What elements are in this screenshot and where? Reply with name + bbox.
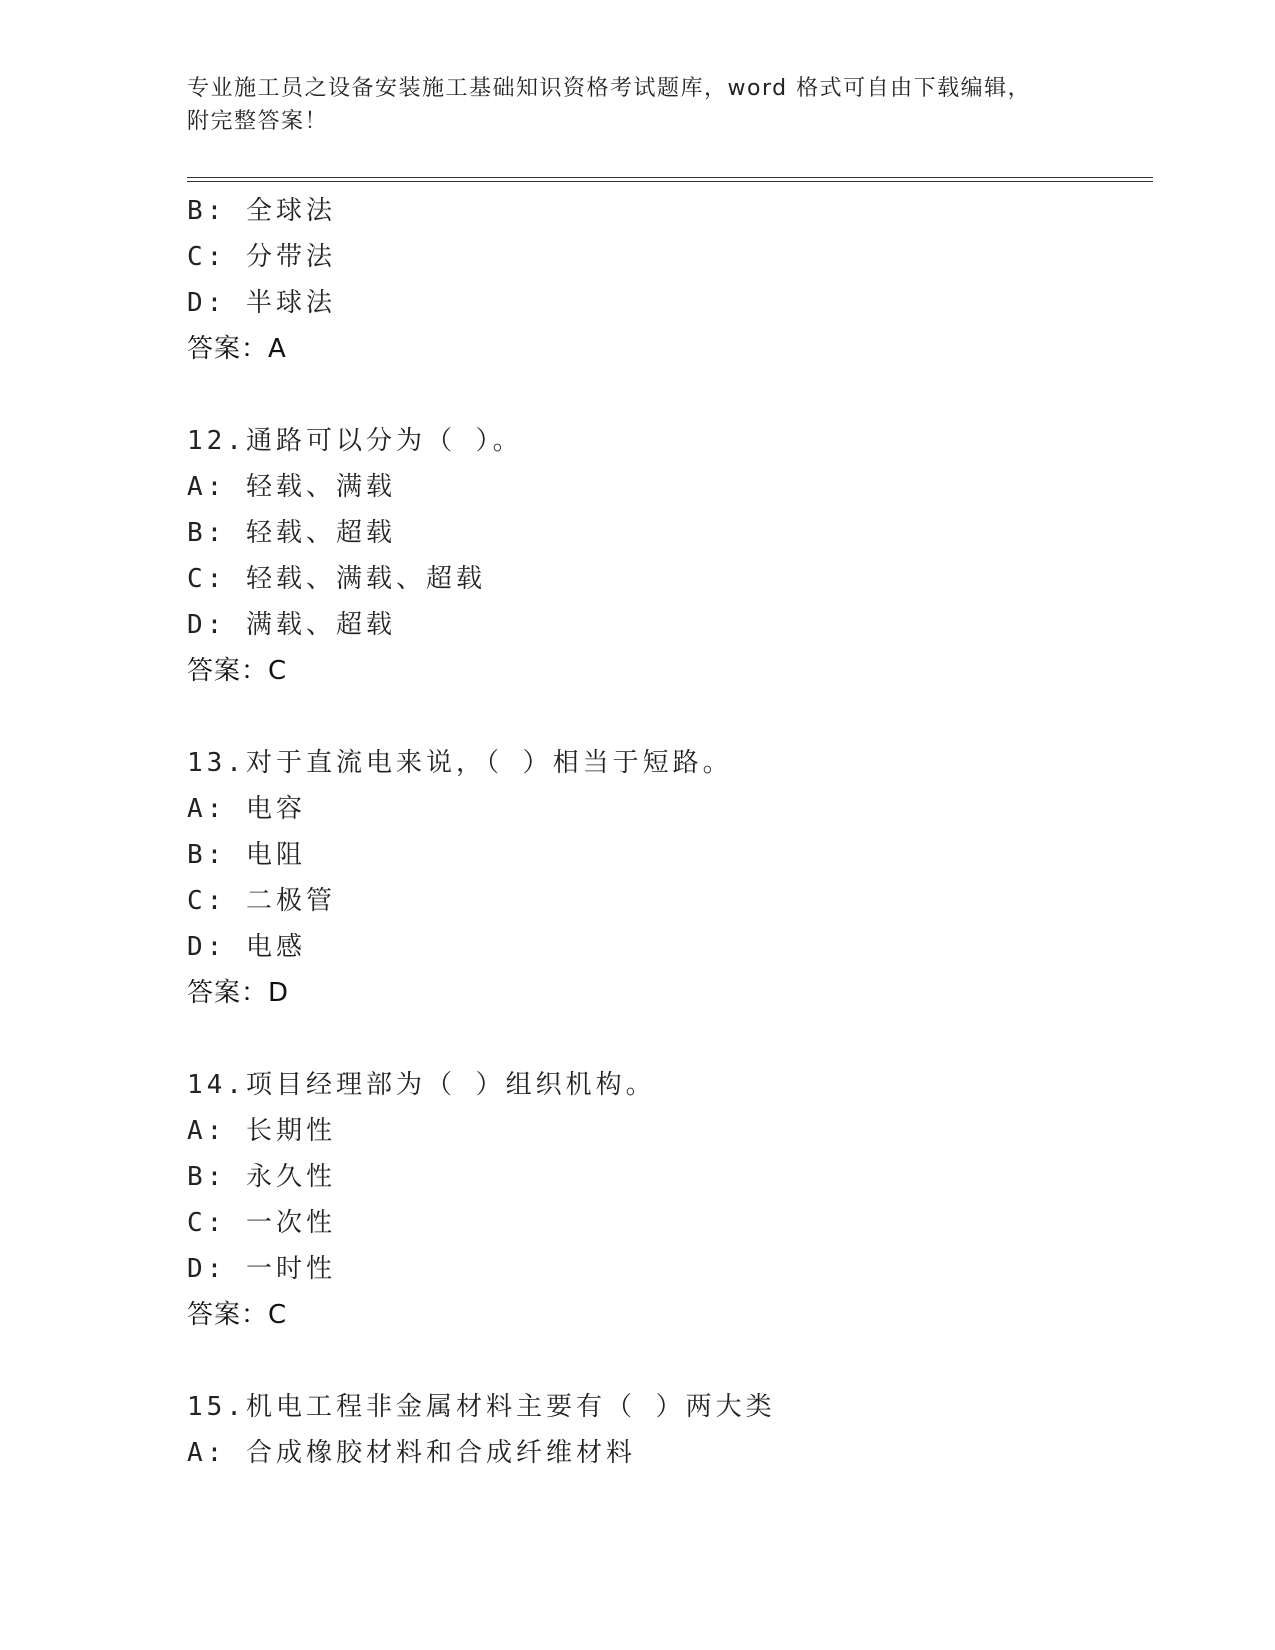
option-b: B: 全球法: [187, 196, 336, 226]
question-stem: 15.机电工程非金属材料主要有（ ）两大类: [187, 1392, 776, 1422]
option-c: C: 分带法: [187, 242, 336, 272]
option-d: D: 满载、超载: [187, 610, 396, 640]
document-header: [187, 72, 1067, 138]
header-line-1: 专业施工员之设备安装施工基础知识资格考试题库，word 格式可自由下载编辑，: [187, 76, 1032, 101]
spacer: [187, 372, 1147, 418]
option-d: D: 半球法: [187, 288, 336, 318]
option-c: C: 轻载、满载、超载: [187, 564, 486, 594]
question-stem: 12.通路可以分为（ ）。: [187, 426, 523, 456]
option-b: B: 电阻: [187, 840, 306, 870]
header-divider-bottom: [187, 181, 1153, 182]
question-list: [187, 188, 1147, 1476]
spacer: [187, 694, 1147, 740]
answer-line: 答案：C: [187, 656, 288, 686]
header-line-2: 附完整答案！: [187, 109, 329, 134]
option-d: D: 电感: [187, 932, 306, 962]
option-a: A: 电容: [187, 794, 306, 824]
header-divider-top: [187, 177, 1153, 178]
question-stem: 13.对于直流电来说，（ ）相当于短路。: [187, 748, 733, 778]
option-c: C: 二极管: [187, 886, 336, 916]
spacer: [187, 1016, 1147, 1062]
answer-line: 答案：C: [187, 1300, 288, 1330]
option-b: B: 永久性: [187, 1162, 336, 1192]
answer-line: 答案：D: [187, 978, 290, 1008]
option-a: A: 合成橡胶材料和合成纤维材料: [187, 1438, 636, 1468]
option-b: B: 轻载、超载: [187, 518, 396, 548]
question-stem: 14.项目经理部为（ ）组织机构。: [187, 1070, 656, 1100]
option-d: D: 一时性: [187, 1254, 336, 1284]
option-a: A: 轻载、满载: [187, 472, 396, 502]
option-c: C: 一次性: [187, 1208, 336, 1238]
answer-line: 答案：A: [187, 334, 287, 364]
option-a: A: 长期性: [187, 1116, 336, 1146]
spacer: [187, 1338, 1147, 1384]
